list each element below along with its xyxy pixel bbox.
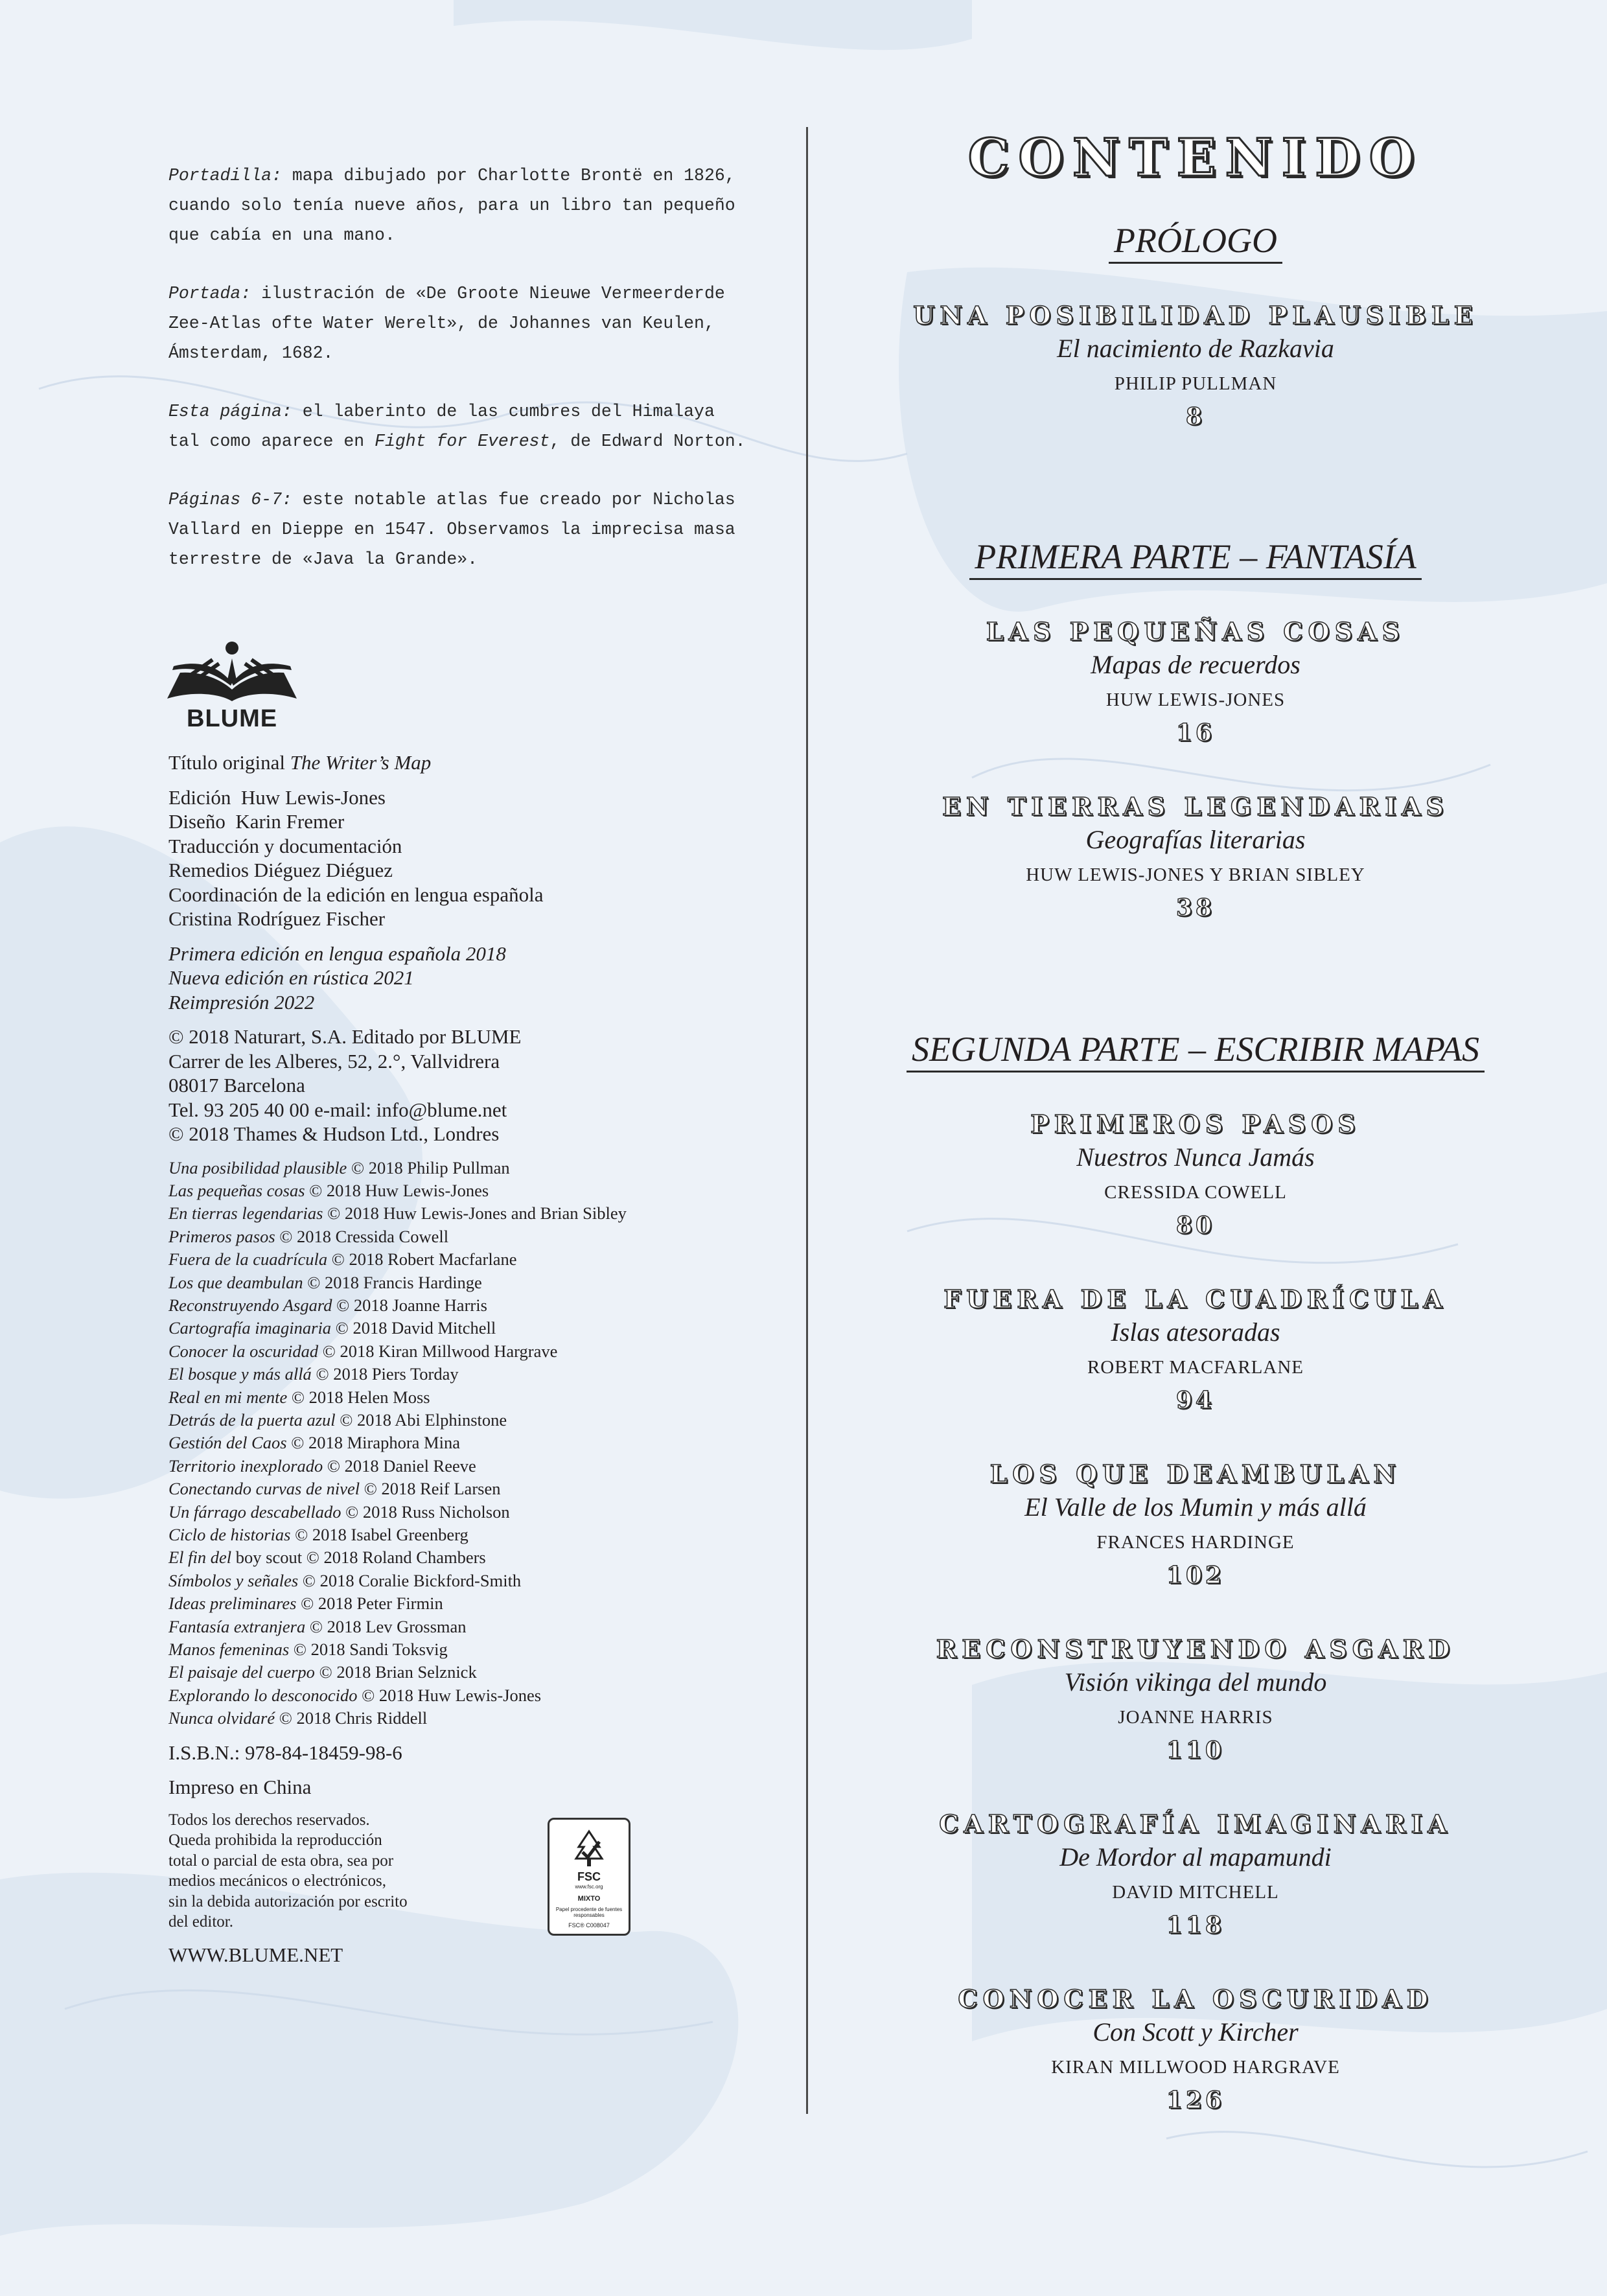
entry-page: 8 xyxy=(1185,403,1206,430)
printing-history: Primera edición en lengua española 2018 Nueva edición en rústica 2021 Reimpresión 2022 xyxy=(168,942,506,1014)
coordination-name: Cristina Rodríguez Fischer xyxy=(168,907,386,930)
fsc-badge: FSC www.fsc.org MIXTO Papel procedente de fuentes responsables FSC® C008047 xyxy=(548,1818,630,1936)
toc-entry[interactable] xyxy=(836,616,1555,748)
chapter-copyright-line xyxy=(168,1157,784,1179)
chapter-copyright-line xyxy=(168,1179,784,1202)
chapter-title: Detrás de la puerta azul xyxy=(168,1409,336,1430)
chapter-copyright-holder: © 2018 Coralie Bickford-Smith xyxy=(298,1570,522,1590)
chapter-copyright-line xyxy=(168,1455,784,1478)
toc-entry[interactable] xyxy=(836,1633,1555,1765)
entry-title: RECONSTRUYENDO ASGARD xyxy=(936,1634,1455,1664)
entry-author: FRANCES HARDINGE xyxy=(1096,1532,1295,1553)
chapter-copyright-holder: © 2018 Kiran Millwood Hargrave xyxy=(318,1341,558,1361)
chapter-copyright-line xyxy=(168,1707,784,1730)
edition-label: Edición xyxy=(168,785,231,809)
chapter-title: Fantasía extranjera xyxy=(168,1616,306,1636)
chapter-copyright-holder: © 2018 David Mitchell xyxy=(331,1318,496,1338)
chapter-copyright-line xyxy=(168,1638,784,1661)
publisher-name: BLUME xyxy=(187,705,278,732)
chapter-copyright-line xyxy=(168,1432,784,1454)
chapter-copyright-line xyxy=(168,1225,784,1248)
translation-name: Remedios Diéguez Diéguez xyxy=(168,859,393,881)
staff-credits xyxy=(168,785,784,931)
toc-entry[interactable] xyxy=(836,1283,1555,1415)
rights-notice: Todos los derechos reservados. Queda prohibida la reproducción total o parcial de esta obra, sea por medios mecánicos o electrónicos, sin la debida autorización por escrito del editor. xyxy=(168,1811,408,1931)
printed-in: Impreso en China xyxy=(168,1776,312,1799)
chapter-title: Los que deambulan xyxy=(168,1272,303,1292)
chapter-copyright-holder: © 2018 Huw Lewis-Jones xyxy=(305,1180,489,1200)
credits-block xyxy=(168,750,784,1967)
chapter-copyright-holder: © 2018 Peter Firmin xyxy=(296,1594,443,1614)
chapter-title: Conectando curvas de nivel xyxy=(168,1479,360,1499)
chapter-title: En tierras legendarias xyxy=(168,1203,323,1223)
chapter-title: Conocer la oscuridad xyxy=(168,1341,319,1361)
entry-author: HUW LEWIS-JONES xyxy=(1105,690,1286,710)
entry-subtitle: De Mordor al mapamundi xyxy=(1059,1842,1332,1872)
toc-entry[interactable] xyxy=(836,299,1555,432)
chapter-copyright-holder: © 2018 Miraphora Mina xyxy=(286,1433,460,1453)
chapter-title: Un fárrago descabellado xyxy=(168,1502,341,1522)
chapter-title: Una posibilidad plausible xyxy=(168,1157,347,1177)
toc-entry[interactable] xyxy=(836,1458,1555,1590)
design-label: Diseño xyxy=(168,810,225,833)
entry-title: CARTOGRAFÍA IMAGINARIA xyxy=(939,1809,1452,1838)
chapter-copyright-holder: © 2018 Isabel Greenberg xyxy=(290,1525,468,1544)
caption-esta-pagina: Esta página: el laberinto de las cumbres del Himalaya tal como aparece en Fight for Everest, de Edward Norton. xyxy=(168,402,746,451)
entry-subtitle: Mapas de recuerdos xyxy=(1091,650,1301,679)
entry-page: 102 xyxy=(1166,1562,1225,1589)
chapter-title: Manos femeninas xyxy=(168,1640,290,1660)
chapter-copyright-line xyxy=(168,1592,784,1615)
chapter-copyright-holder: © 2018 Abi Elphinstone xyxy=(335,1409,507,1430)
copyright-lines: © 2018 Naturart, S.A. Editado por BLUME Carrer de les Alberes, 52, 2.°, Vallvidrera 08017 Barcelona Tel. 93 205 40 00 e-mail: info@blume.net © 2018 Thames & Hudson Ltd., Londres xyxy=(168,1025,522,1145)
caption-portada: Portada: ilustración de «De Groote Nieuwe Vermeerderde Zee-Atlas ofte Water Werelt», de Johannes van Keulen, Ámsterdam, 1682. xyxy=(168,284,725,363)
chapter-title: Explorando lo desconocido xyxy=(168,1685,358,1705)
chapter-title: Las pequeñas cosas xyxy=(168,1180,305,1200)
entry-title: FUERA DE LA CUADRÍCULA xyxy=(943,1284,1448,1314)
chapter-title: Ideas preliminares xyxy=(168,1594,297,1614)
chapter-copyright-line xyxy=(168,1546,784,1569)
chapter-copyright-holder: © 2018 Reif Larsen xyxy=(360,1479,501,1499)
chapter-copyright-holder: © 2018 Robert Macfarlane xyxy=(327,1249,517,1270)
chapter-copyright-line xyxy=(168,1524,784,1546)
open-book-reader-icon xyxy=(167,640,297,705)
chapter-copyright-holder: © 2018 Cressida Cowell xyxy=(275,1226,449,1246)
chapter-copyright-holder: © 2018 Joanne Harris xyxy=(332,1295,487,1315)
entry-title: LOS QUE DEAMBULAN xyxy=(989,1459,1402,1489)
chapter-copyright-line xyxy=(168,1501,784,1524)
section-heading-segunda-parte: SEGUNDA PARTE – ESCRIBIR MAPAS xyxy=(836,1029,1555,1073)
entry-title: EN TIERRAS LEGENDARIAS xyxy=(942,792,1449,821)
chapter-copyright-holder: © 2018 Philip Pullman xyxy=(347,1157,510,1177)
image-captions xyxy=(168,161,752,603)
entry-author: DAVID MITCHELL xyxy=(1112,1882,1279,1903)
entry-subtitle: El nacimiento de Razkavia xyxy=(1057,334,1334,363)
chapter-copyright-line xyxy=(168,1363,784,1386)
chapter-copyright-holder: © 2018 Lev Grossman xyxy=(305,1616,467,1636)
entry-author: JOANNE HARRIS xyxy=(1118,1707,1273,1728)
entry-title: UNA POSIBILIDAD PLAUSIBLE xyxy=(913,301,1478,330)
chapter-title: El paisaje del cuerpo xyxy=(168,1662,315,1682)
fsc-tree-check-icon xyxy=(571,1829,607,1869)
entry-author: KIRAN MILLWOOD HARGRAVE xyxy=(1051,2057,1340,2078)
chapter-title: Símbolos y señales xyxy=(168,1570,299,1590)
column-divider xyxy=(806,127,808,2114)
chapter-title: Nunca olvidaré xyxy=(168,1708,275,1728)
entry-author: ROBERT MACFARLANE xyxy=(1087,1357,1304,1378)
chapter-copyright-line xyxy=(168,1616,784,1638)
chapter-title: Cartografía imaginaria xyxy=(168,1318,332,1338)
entry-page: 16 xyxy=(1175,719,1216,747)
translation-label: Traducción y documentación xyxy=(168,834,402,857)
entry-page: 110 xyxy=(1166,1737,1225,1764)
chapter-copyright-line xyxy=(168,1478,784,1500)
caption-paginas-6-7: Páginas 6-7: este notable atlas fue creado por Nicholas Vallard en Dieppe en 1547. Observamos la imprecisa masa terrestre de «Java la Grande». xyxy=(168,490,735,569)
section-heading-primera-parte: PRIMERA PARTE – FANTASÍA xyxy=(836,537,1555,580)
entry-subtitle: El Valle de los Mumin y más allá xyxy=(1024,1492,1367,1522)
chapter-copyright-line xyxy=(168,1409,784,1432)
chapter-copyright-holder: boy scout © 2018 Roland Chambers xyxy=(231,1548,486,1568)
entry-subtitle: Islas atesoradas xyxy=(1111,1317,1280,1347)
chapter-copyright-line xyxy=(168,1317,784,1339)
chapter-copyright-holder: © 2018 Chris Riddell xyxy=(275,1708,428,1728)
chapter-title: Fuera de la cuadrícula xyxy=(168,1249,328,1270)
edition-name: Huw Lewis-Jones xyxy=(240,785,386,809)
chapter-copyright-line xyxy=(168,1340,784,1363)
chapter-copyright-holder: © 2018 Huw Lewis-Jones xyxy=(357,1685,542,1705)
design-name: Karin Fremer xyxy=(235,810,345,833)
chapter-title: Ciclo de historias xyxy=(168,1525,291,1544)
entry-page: 94 xyxy=(1175,1387,1216,1414)
chapter-title: Gestión del Caos xyxy=(168,1433,287,1453)
entry-subtitle: Geografías literarias xyxy=(1085,825,1306,854)
blume-logo xyxy=(167,640,297,734)
toc-entry[interactable] xyxy=(836,1983,1555,2115)
entry-subtitle: Nuestros Nunca Jamás xyxy=(1076,1142,1315,1172)
chapter-title: Real en mi mente xyxy=(168,1387,288,1407)
website-link[interactable]: WWW.BLUME.NET xyxy=(168,1943,343,1966)
chapter-title: Territorio inexplorado xyxy=(168,1455,323,1476)
chapter-copyright-holder: © 2018 Francis Hardinge xyxy=(303,1272,482,1292)
original-title-line: Título original The Writer’s Map xyxy=(168,751,432,774)
entry-page: 126 xyxy=(1166,2087,1225,2114)
chapter-copyright-holder: © 2018 Russ Nicholson xyxy=(341,1502,510,1522)
caption-portadilla: Portadilla: mapa dibujado por Charlotte Brontë en 1826, cuando solo tenía nueve años, para un libro tan pequeño que cabía en una mano. xyxy=(168,166,735,245)
chapter-title: Primeros pasos xyxy=(168,1226,275,1246)
chapter-copyright-line xyxy=(168,1294,784,1317)
chapter-copyright-line xyxy=(168,1386,784,1409)
chapter-copyright-holder: © 2018 Helen Moss xyxy=(287,1387,430,1407)
chapter-copyrights xyxy=(168,1157,784,1730)
chapter-copyright-line xyxy=(168,1661,784,1684)
toc-entry[interactable] xyxy=(836,791,1555,923)
entry-page: 118 xyxy=(1166,1912,1225,1939)
entry-author: HUW LEWIS-JONES Y BRIAN SIBLEY xyxy=(1026,864,1365,885)
chapter-copyright-line xyxy=(168,1248,784,1271)
entry-author: CRESSIDA COWELL xyxy=(1104,1182,1287,1203)
isbn: I.S.B.N.: 978-84-18459-98-6 xyxy=(168,1741,402,1764)
entry-page: 80 xyxy=(1175,1212,1216,1239)
coordination-label: Coordinación de la edición en lengua española xyxy=(168,883,544,906)
toc-entry[interactable] xyxy=(836,1808,1555,1940)
entry-page: 38 xyxy=(1175,894,1216,922)
entry-title: PRIMEROS PASOS xyxy=(1030,1109,1361,1139)
chapter-copyright-line xyxy=(168,1684,784,1707)
entry-author: PHILIP PULLMAN xyxy=(1114,373,1277,394)
chapter-title: El bosque y más allá xyxy=(168,1364,312,1384)
chapter-copyright-line xyxy=(168,1202,784,1225)
chapter-title: Reconstruyendo Asgard xyxy=(168,1295,332,1315)
chapter-copyright-holder: © 2018 Sandi Toksvig xyxy=(289,1640,448,1660)
chapter-copyright-line xyxy=(168,1570,784,1592)
chapter-copyright-line xyxy=(168,1271,784,1294)
chapter-copyright-holder: © 2018 Piers Torday xyxy=(311,1364,459,1384)
contents-title: CONTENIDO xyxy=(967,127,1424,188)
entry-subtitle: Visión vikinga del mundo xyxy=(1064,1667,1327,1697)
chapter-title: El fin del xyxy=(168,1548,232,1568)
chapter-copyright-holder: © 2018 Brian Selznick xyxy=(314,1662,477,1682)
entry-title: CONOCER LA OSCURIDAD xyxy=(958,1984,1433,2013)
entry-title: LAS PEQUEÑAS COSAS xyxy=(986,617,1405,646)
chapter-copyright-holder: © 2018 Daniel Reeve xyxy=(323,1455,476,1476)
section-heading-prologo: PRÓLOGO xyxy=(836,220,1555,264)
chapter-copyright-holder: © 2018 Huw Lewis-Jones and Brian Sibley xyxy=(323,1203,627,1223)
entry-subtitle: Con Scott y Kircher xyxy=(1093,2017,1299,2047)
toc-entry[interactable] xyxy=(836,1108,1555,1240)
